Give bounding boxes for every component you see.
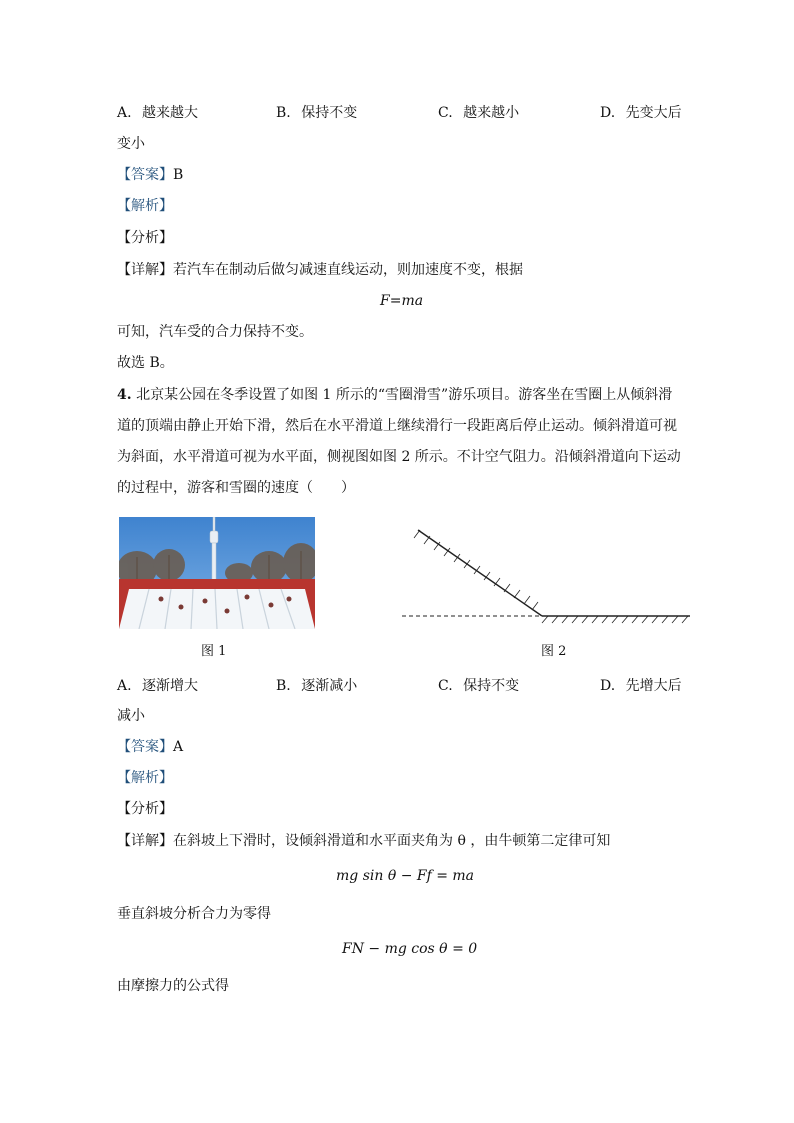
answer-label: 【答案】 bbox=[117, 167, 173, 183]
q3-option-b bbox=[276, 103, 357, 123]
q4-option-c bbox=[438, 676, 519, 696]
option-letter: B. bbox=[276, 105, 291, 121]
q3-option-c bbox=[438, 103, 519, 123]
fig1-caption: 图 1 bbox=[201, 644, 227, 659]
q3-xiangjie bbox=[117, 260, 523, 280]
q3-fenxi-label: 【分析】 bbox=[117, 230, 173, 246]
question-number: 4. bbox=[117, 387, 132, 403]
q4-friction-text: 由摩擦力的公式得 bbox=[117, 978, 229, 994]
fig2-caption: 图 2 bbox=[541, 644, 567, 659]
xiangjie-label: 【详解】 bbox=[117, 833, 173, 849]
q4-stem-line4: 的过程中，游客和雪圈的速度（ ） bbox=[117, 480, 355, 496]
q3-formula: F=ma bbox=[380, 293, 424, 309]
q3-conclusion: 可知，汽车受的合力保持不变。 bbox=[117, 324, 313, 340]
xiangjie-text: 若汽车在制动后做匀减速直线运动，则加速度不变，根据 bbox=[173, 262, 523, 278]
option-text: 逐渐减小 bbox=[301, 678, 358, 694]
option-letter: C. bbox=[438, 678, 453, 694]
q4-stem-line3: 为斜面，水平滑道可视为水平面，侧视图如图 2 所示。不计空气阻力。沿倾斜滑道向下运动 bbox=[117, 449, 681, 465]
option-letter: A. bbox=[117, 678, 132, 694]
stem-text: 北京某公园在冬季设置了如图 1 所示的“雪圈滑雪”游乐项目。游客坐在雪圈上从倾斜滑 bbox=[136, 387, 673, 403]
option-letter: D. bbox=[600, 678, 616, 694]
q4-jiexi-label: 【解析】 bbox=[117, 770, 173, 786]
answer-value: A bbox=[173, 739, 184, 755]
q4-answer bbox=[117, 737, 183, 757]
option-text: 保持不变 bbox=[463, 678, 520, 694]
q4-formula1: mg sin θ − Ff = ma bbox=[336, 868, 475, 884]
option-text: 先增大后 bbox=[625, 678, 682, 694]
snow-tubing-photo bbox=[119, 517, 315, 629]
q4-xiangjie bbox=[117, 831, 610, 851]
q3-option-wrap: 变小 bbox=[117, 136, 145, 152]
q4-formula2: FN − mg cos θ = 0 bbox=[342, 941, 478, 957]
option-text: 逐渐增大 bbox=[142, 678, 199, 694]
q3-select: 故选 B。 bbox=[117, 355, 174, 371]
q4-option-d bbox=[600, 676, 682, 696]
q4-option-a bbox=[117, 676, 198, 696]
q4-perp-text: 垂直斜坡分析合力为零得 bbox=[117, 906, 271, 922]
q3-answer bbox=[117, 165, 183, 185]
q4-option-wrap: 减小 bbox=[117, 708, 145, 724]
option-text: 越来越大 bbox=[142, 105, 199, 121]
option-letter: D. bbox=[600, 105, 616, 121]
xiangjie-label: 【详解】 bbox=[117, 262, 173, 278]
xiangjie-text: 在斜坡上下滑时，设倾斜滑道和水平面夹角为 θ ，由牛顿第二定律可知 bbox=[173, 833, 611, 849]
option-letter: A. bbox=[117, 105, 132, 121]
q4-stem-line1 bbox=[117, 385, 672, 405]
q4-option-b bbox=[276, 676, 357, 696]
snow-tubing-illustration bbox=[119, 517, 315, 629]
answer-value: B bbox=[173, 167, 184, 183]
option-text: 保持不变 bbox=[301, 105, 358, 121]
q3-jiexi-label: 【解析】 bbox=[117, 198, 173, 214]
option-letter: B. bbox=[276, 678, 291, 694]
option-text: 先变大后 bbox=[625, 105, 682, 121]
q4-stem-line2: 道的顶端由静止开始下滑，然后在水平滑道上继续滑行一段距离后停止运动。倾斜滑道可视 bbox=[117, 418, 677, 434]
option-text: 越来越小 bbox=[463, 105, 520, 121]
q3-option-d bbox=[600, 103, 682, 123]
answer-label: 【答案】 bbox=[117, 739, 173, 755]
option-letter: C. bbox=[438, 105, 453, 121]
slope-side-view-diagram bbox=[398, 528, 694, 628]
q4-fenxi-label: 【分析】 bbox=[117, 801, 173, 817]
q3-option-a bbox=[117, 103, 198, 123]
